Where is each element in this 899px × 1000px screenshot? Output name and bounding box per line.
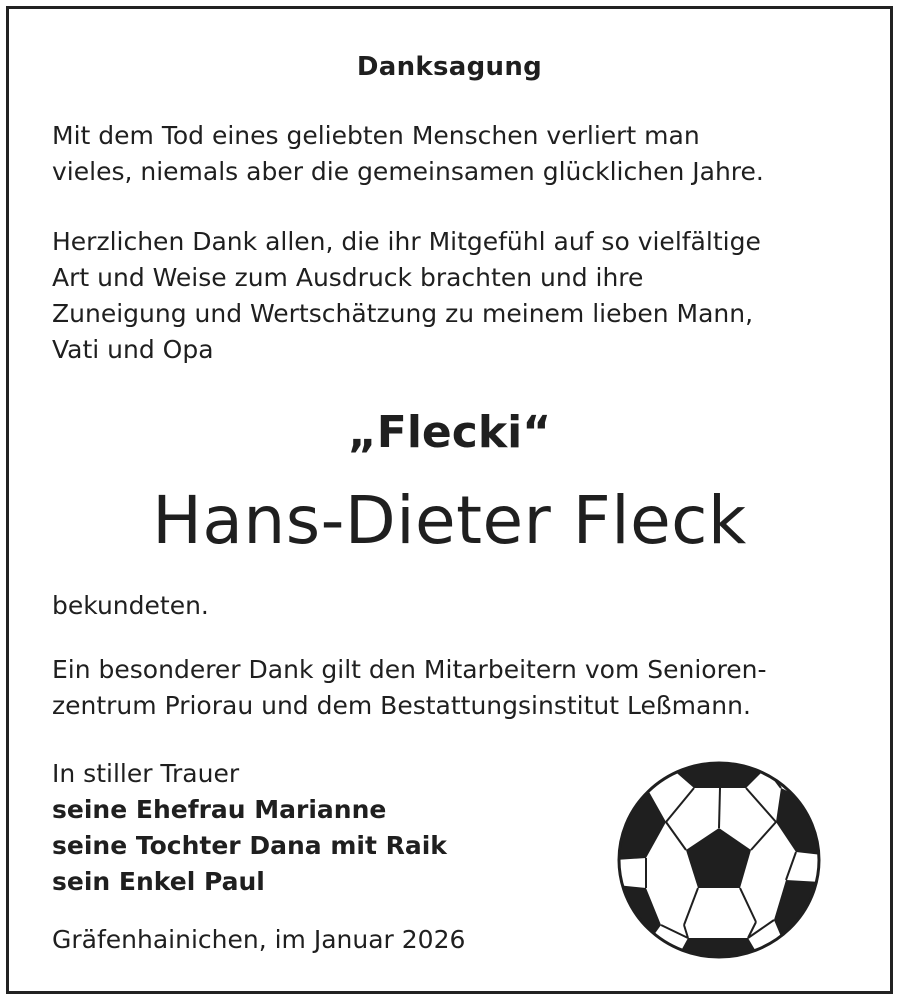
thanks-line: Art und Weise zum Ausdruck brachten und ihre — [52, 263, 644, 292]
intro-paragraph — [52, 118, 852, 190]
deceased-full-name: Hans-Dieter Fleck — [152, 482, 747, 559]
closing-line: bekundeten. — [52, 591, 209, 620]
thanks-line: Vati und Opa — [52, 335, 214, 364]
mourner-name: seine Ehefrau Marianne — [52, 795, 387, 824]
intro-line: vieles, niemals aber die gemeinsamen glücklichen Jahre. — [52, 157, 764, 186]
thanks-line: Zuneigung und Wertschätzung zu meinem lieben Mann, — [52, 299, 754, 328]
notice-title: Danksagung — [356, 52, 543, 82]
deceased-nickname: „Flecki“ — [347, 407, 552, 458]
special-thanks-paragraph — [52, 652, 852, 724]
thanks-line: Herzlichen Dank allen, die ihr Mitgefühl auf so vielfältige — [52, 227, 761, 256]
mourning-label: In stiller Trauer — [52, 759, 240, 788]
special-thanks-line: zentrum Priorau und dem Bestattungsinstitut Leßmann. — [52, 691, 751, 720]
mourner-name: sein Enkel Paul — [52, 867, 265, 896]
special-thanks-line: Ein besonderer Dank gilt den Mitarbeitern vom Senioren- — [52, 655, 767, 684]
intro-line: Mit dem Tod eines geliebten Menschen verliert man — [52, 121, 700, 150]
mourner-name: seine Tochter Dana mit Raik — [52, 831, 447, 860]
place-date: Gräfenhainichen, im Januar 2026 — [52, 925, 466, 954]
soccer-ball-icon — [616, 760, 822, 960]
closing-paragraph — [52, 588, 852, 624]
thanks-paragraph — [52, 224, 852, 368]
